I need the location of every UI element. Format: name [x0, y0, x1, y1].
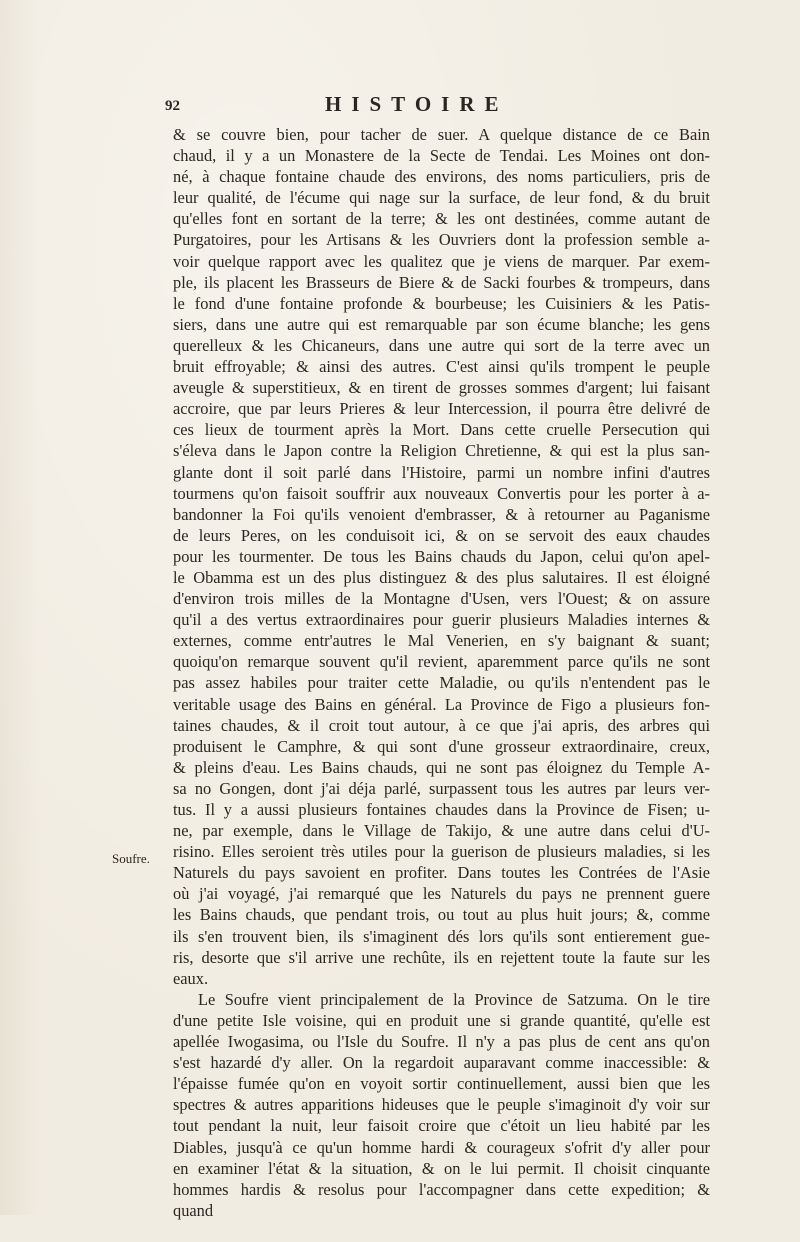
- text-line: eaux.: [173, 968, 209, 988]
- text-line: bandonner la Foi qu'ils venoient d'embrasser, & à retourner au Paganisme: [173, 504, 710, 524]
- text-line: d'une petite Isle voisine, qui en produit une si grande quantité, qu'elle est: [173, 1010, 710, 1030]
- text-line: spectres & autres apparitions hideuses que le peuple s'imaginoit d'y voir sur: [173, 1095, 710, 1115]
- text-line: bruit effroyable; & ainsi des autres. C'est ainsi qu'ils trompent le peuple: [173, 357, 710, 377]
- text-line: pas assez habiles pour traiter cette Maladie, ou qu'ils n'entendent pas le: [173, 673, 710, 693]
- text-line: querelleux & les Chicaneurs, dans une autre qui sort de la terre avec un: [173, 335, 710, 355]
- text-line: né, à chaque fontaine chaude des environs, des noms particuliers, pris de: [173, 167, 710, 187]
- margin-note: Soufre.: [112, 851, 150, 866]
- text-line: ne, par exemple, dans le Village de Takijo, & une autre dans celui d'U-: [173, 821, 710, 841]
- text-line: accroire, que par leurs Prieres & leur Intercession, il pourra être delivré de: [173, 399, 710, 419]
- text-line: d'environ trois milles de la Montagne d'Usen, vers l'Ouest; & on assure: [173, 589, 710, 609]
- text-line: le Obamma est un des plus distinguez & des plus salutaires. Il est éloigné: [173, 567, 710, 587]
- text-line: hommes hardis & resolus pour l'accompagner dans cette expedition; &: [173, 1179, 710, 1199]
- text-line: leur qualité, de l'écume qui nage sur la surface, de leur fond, & du bruit: [173, 188, 710, 208]
- text-line: Purgatoires, pour les Artisans & les Ouvriers dont la profession semble a-: [173, 230, 710, 250]
- text-line: veritable usage des Bains en général. La Province de Figo a plusieurs fon-: [173, 694, 710, 714]
- text-line: de leurs Peres, on les conduisoit ici, & on se servoit des eaux chaudes: [173, 525, 710, 545]
- text-line: Naturels du pays savoient en profiter. Dans toutes les Contrées de l'Asie: [173, 863, 710, 883]
- text-line: ple, ils placent les Brasseurs de Biere & de Sacki fourbes & trompeurs, dans: [173, 272, 710, 292]
- text-line: Le Soufre vient principalement de la Province de Satzuma. On le tire: [198, 989, 710, 1009]
- body-text: [173, 124, 710, 1242]
- text-line: & pleins d'eau. Les Bains chauds, qui ne sont pas éloignez du Temple A-: [173, 757, 710, 777]
- catchword: [173, 1221, 710, 1242]
- text-line: glante dont il soit parlé dans l'Histoire, parmi un nombre infini d'autres: [173, 462, 710, 482]
- text-line: s'éleva dans le Japon contre la Religion Chretienne, & qui est la plus san-: [173, 441, 710, 461]
- text-line: sa no Gongen, dont j'ai déja parlé, surpassent tous les autres par leurs ver-: [173, 778, 710, 798]
- text-line: le fond d'une fontaine profonde & bourbeuse; les Cuisiniers & les Patis-: [173, 293, 710, 313]
- text-line: siers, dans une autre qui est remarquable par son écume blanche; les gens: [173, 314, 710, 334]
- text-line: les Bains chauds, que pendant trois, ou tout au plus huit jours; &, comme: [173, 905, 710, 925]
- text-line: ils s'en trouvent bien, ils s'imaginent dés lors qu'ils sont entierement gue-: [173, 926, 710, 946]
- text-line: quand: [173, 1200, 214, 1220]
- text-line: apellée Iwogasima, ou l'Isle du Soufre. Il n'y a pas plus de cent ans qu'on: [173, 1032, 710, 1052]
- text-line: tout pendant la nuit, leur faisoit croire que c'étoit un lieu habité par les: [173, 1116, 710, 1136]
- text-line: pour les tourmenter. De tous les Bains chauds du Japon, celui qu'on apel-: [173, 546, 710, 566]
- text-line: chaud, il y a un Monastere de la Secte de Tendai. Les Moines ont don-: [173, 146, 710, 166]
- text-line: voir quelque rapport avec les qualitez que je viens de marquer. Par exem-: [173, 251, 710, 271]
- text-line: en examiner l'état & la situation, & on le lui permit. Il choisit cinquante: [173, 1158, 710, 1178]
- text-line: quoiqu'on remarque souvent qu'il revient, aparemment parce qu'ils ne sont: [173, 652, 710, 672]
- text-line: produisent le Camphre, & qui sont d'une grosseur extraordinaire, creux,: [173, 736, 710, 756]
- text-line: tus. Il y a aussi plusieurs fontaines chaudes dans la Province de Fisen; u-: [173, 800, 710, 819]
- text-line: aveugle & superstitieux, & en tirent de grosses sommes d'argent; lui faisant: [173, 378, 710, 398]
- page-number: 92: [165, 98, 180, 114]
- page-header: [150, 92, 710, 118]
- text-line: l'épaisse fumée qu'on en voyoit sortir continuellement, aussi bien que les: [173, 1074, 710, 1094]
- text-line: ces lieux de tourment après la Mort. Dans cette cruelle Persecution qui: [173, 420, 710, 440]
- running-title: HISTOIRE: [325, 92, 509, 116]
- text-line: qu'elles font en sortant de la terre; & les ont destinées, comme autant de: [173, 209, 710, 229]
- text-line: Diables, jusqu'à ce qu'un homme hardi & courageux s'ofrit d'y aller pour: [173, 1137, 710, 1157]
- text-line: où j'ai voyagé, j'ai remarqué que les Naturels du pays ne prennent guere: [173, 884, 710, 904]
- text-line: s'est hazardé d'y aller. On la regardoit auparavant comme inaccessible: &: [173, 1053, 710, 1073]
- text-line: tourmens qu'on faisoit souffrir aux nouveaux Convertis pour les porter à a-: [173, 483, 710, 503]
- text-line: ris, desorte que s'il arrive une rechûte, ils en rejettent toute la faute sur les: [173, 947, 710, 967]
- text-line: taines chaudes, & il croit tout autour, à ce que j'ai apris, des arbres qui: [173, 715, 710, 735]
- text-line: & se couvre bien, pour tacher de suer. A quelque distance de ce Bain: [173, 125, 710, 144]
- text-line: externes, comme entr'autres le Mal Venerien, en s'y baignant & suant;: [173, 631, 710, 651]
- text-line: risino. Elles seroient très utiles pour la guerison de plusieurs maladies, si les: [173, 842, 710, 862]
- text-line: qu'il a des vertus extraordinaires pour guerir plusieurs Maladies internes &: [173, 610, 710, 630]
